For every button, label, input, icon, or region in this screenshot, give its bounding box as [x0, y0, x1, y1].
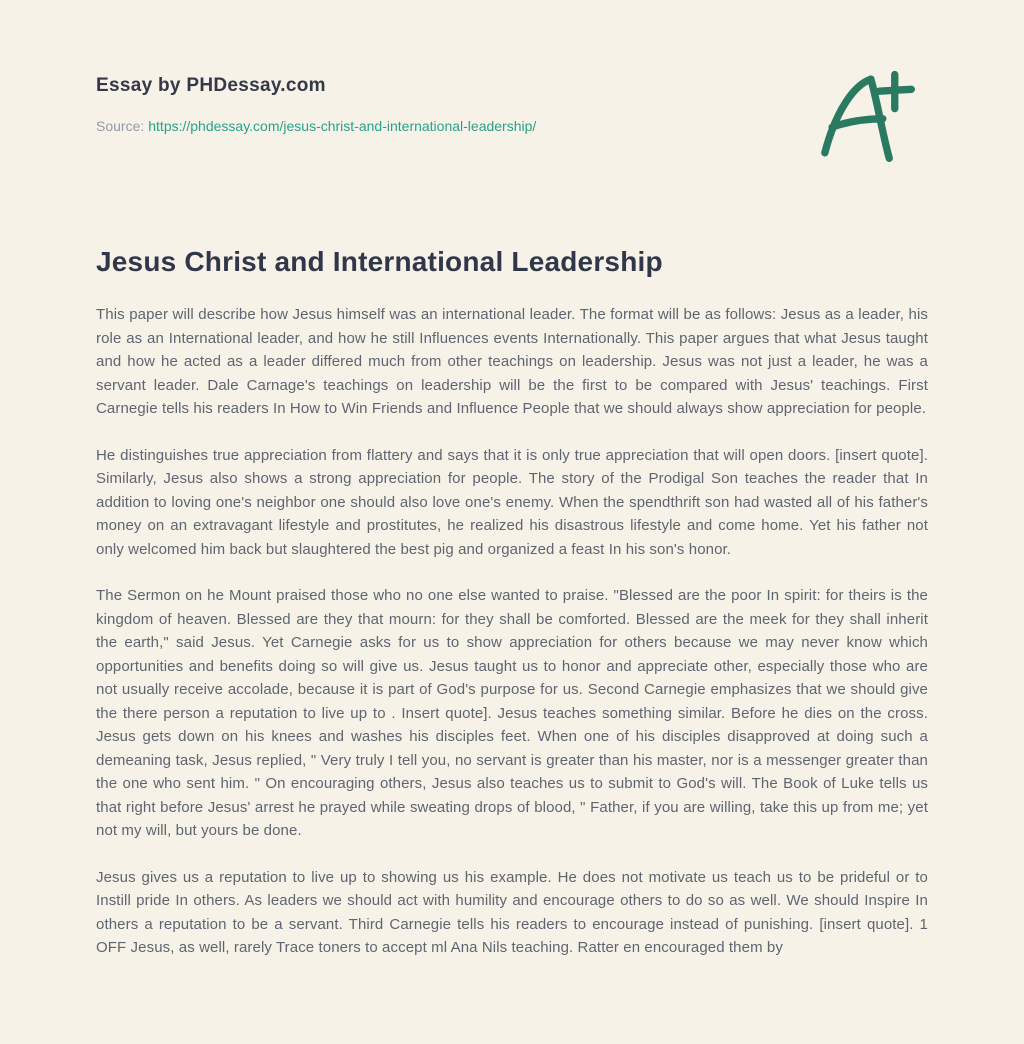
essay-body [96, 244, 928, 960]
source-line [96, 116, 536, 136]
essay-paragraph-1: This paper will describe how Jesus himself was an international leader. The format will be as follows: Jesus as a leader, his role as an International leader, and how he still Influences events Internationally. This paper argues that what Jesus taught and how he acted as a leader differed much from other teachings on leadership. Jesus was not just a leader, he was a servant leader. Dale Carnage's teachings on leadership will be the first to be compared with Jesus' teachings. First Carnegie tells his readers In How to Win Friends and Influence People that we should always show appreciation for people. [96, 306, 928, 417]
phdessay-a-plus-logo-icon [810, 70, 928, 162]
byline: Essay by PHDessay.com [96, 75, 326, 96]
source-label: Source: [96, 118, 145, 134]
essay-paragraph-2: He distinguishes true appreciation from flattery and says that it is only true appreciation that will open doors. [insert quote]. Similarly, Jesus also shows a strong appreciation for people. The story of the Prodigal Son teaches the reader that In addition to loving one's neighbor one should also love one's enemy. When the spendthrift son had wasted all of his father's money on an extravagant lifestyle and prostitutes, he realized his disastrous lifestyle and come home. Yet his father not only welcomed him back but slaughtered the best pig and organized a feast In his son's honor. [96, 446, 928, 558]
header-text-block [96, 74, 536, 136]
essay-paragraph-4: Jesus gives us a reputation to live up to showing us his example. He does not motivate us teach us to be prideful or to Instill pride In others. As leaders we should act with humility and encourage others to do so as well. We should Inspire In others a reputation to be a servant. Third Carnegie tells his readers to encourage instead of punishing. [insert quote]. 1 OFF Jesus, as well, rarely Trace toners to accept ml Ana Nils teaching. Ratter en encouraged them by [96, 868, 928, 956]
source-url-link[interactable]: https://phdessay.com/jesus-christ-and-international-leadership/ [148, 118, 537, 134]
essay-title: Jesus Christ and International Leadership [96, 246, 663, 277]
page-header [96, 74, 928, 162]
essay-paragraph-3: The Sermon on he Mount praised those who no one else wanted to praise. "Blessed are the poor In spirit: for theirs is the kingdom of heaven. Blessed are they that mourn: for they shall be comforted. Blessed are the meek for they shall inherit the earth," said Jesus. Yet Carnegie asks for us to show appreciation for others because we may never know which opportunities and benefits doing so will give us. Jesus taught us to honor and appreciate other, especially those who are not usually receive accolade, because it is part of God's purpose for us. Second Carnegie emphasizes that we should give the there person a reputation to live up to . Insert quote]. Jesus teaches something similar. Before he dies on the cross. Jesus gets down on his knees and washes his disciples feet. When one of his disciples disapproved at doing such a demeaning task, Jesus replied, " Very truly I tell you, no servant is greater than his master, nor is a messenger greater than the one who sent him. " On encouraging others, Jesus also teaches us to submit to God's will. The Book of Luke tells us that right before Jesus' arrest he prayed while sweating drops of blood, " Father, if you are willing, take this up from me; yet not my will, but yours be done. [96, 587, 928, 839]
